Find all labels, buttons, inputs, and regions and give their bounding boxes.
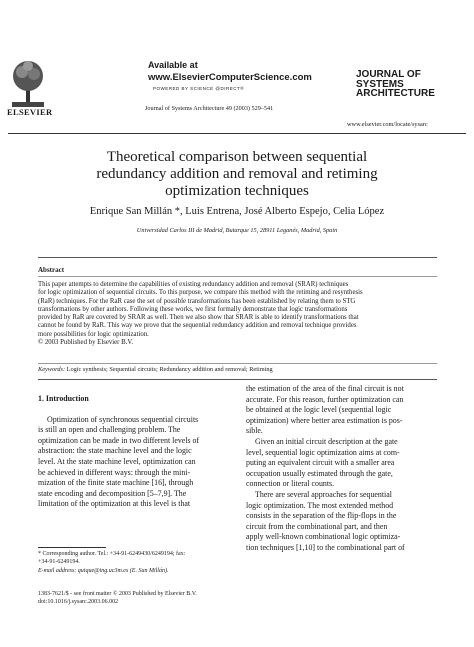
footnote: * Corresponding author. Tel.: +34-91-6249430/6249194; fax: +34-91-6249194. E-mail address: quique@ing.uc3m.es (E. San Millán). xyxy=(38,551,186,574)
affiliation: Universidad Carlos III de Madrid, Butarque 15, 28911 Leganés, Madrid, Spain xyxy=(136,227,338,234)
footnote-divider xyxy=(38,547,106,548)
publisher-wordmark: ELSEVIER xyxy=(7,107,53,117)
abstract-body: This paper attempts to determine the capabilities of existing redundancy addition and removal (SRAR) techniques for logic optimization of sequential circuits. To this purpose, we compare this method with the retiming and resynthesis (RaR) techniques. For the RaR case the set of possible transformations has been established by relating them to STG transformations by other authors. Following these works, we first formally demonstrate that logic transformations provided by RaR are covered by SRAR as well. Then we also show that SRAR is able to identify transformations that cannot be found by RaR. This way we prove that the sequential redundancy addition and removal technique provides more possibilities for logic optimization. © 2003 Published by Elsevier B.V. xyxy=(38,281,363,347)
front-matter: 1383-7621/$ - see front matter © 2003 Published by Elsevier B.V. doi:10.1016/j.sysarc.2003.06.002 xyxy=(38,591,197,606)
keywords-divider xyxy=(38,363,437,364)
elsevier-tree-logo xyxy=(10,58,46,108)
keywords xyxy=(38,366,273,373)
right-column: the estimation of the area of the final circuit is not accurate. For this reason, further optimization can be obtained at the logic level (sequential logic optimization) where better area estimation is pos- sible. Given an initial circuit description at the gate level, sequential logic optimization aims at com- puting an equivalent circuit with a smaller area occupation usually estimated through the gate, connection or literal counts. There are several approaches for sequential logic optimization. The most extended method consists in the separation of the flip-flops in the circuit from the combinational part, and then apply well-known combinational logic optimiza- tion techniques [1,10] to the combinational part of xyxy=(246,384,405,552)
header-divider xyxy=(8,133,466,134)
keywords-label: Keywords: xyxy=(38,366,66,373)
powered-by-line: POWERED BY SCIENCE @DIRECT® xyxy=(153,86,245,91)
paper-title: Theoretical comparison between sequential redundancy addition and removal and retiming optimization techniques xyxy=(96,149,378,199)
keywords-text: Logic synthesis; Sequential circuits; Redundancy addition and removal; Retiming xyxy=(66,366,273,373)
section-heading: 1. Introduction xyxy=(38,394,89,403)
available-at-label: Available at xyxy=(148,60,198,70)
journal-url[interactable]: www.elsevier.com/locate/sysarc xyxy=(347,121,428,128)
site-link[interactable]: www.ElsevierComputerScience.com xyxy=(148,72,312,83)
abstract-heading: Abstract xyxy=(38,266,65,274)
left-column: 1. Introduction Optimization of synchronous sequential circuits is still an open and challenging problem. The optimization can be made in two different levels of abstraction: the state machine level and the logic level. At the state machine level, optimization can be achieved in different ways: through the mini- mization of the finite state machine [16], through state encoding and decomposition [5–7,9]. The limitation of the optimization at this level is that xyxy=(38,394,234,510)
journal-citation: Journal of Systems Architecture 49 (2003) 529–541 xyxy=(145,105,274,112)
abstract-end-divider xyxy=(38,379,437,380)
title-divider xyxy=(38,257,437,258)
abstract-divider xyxy=(38,276,437,277)
author-list: Enrique San Millán *, Luis Entrena, José Alberto Espejo, Celia López xyxy=(89,206,385,217)
journal-name: JOURNAL OF SYSTEMS ARCHITECTURE xyxy=(356,69,435,99)
